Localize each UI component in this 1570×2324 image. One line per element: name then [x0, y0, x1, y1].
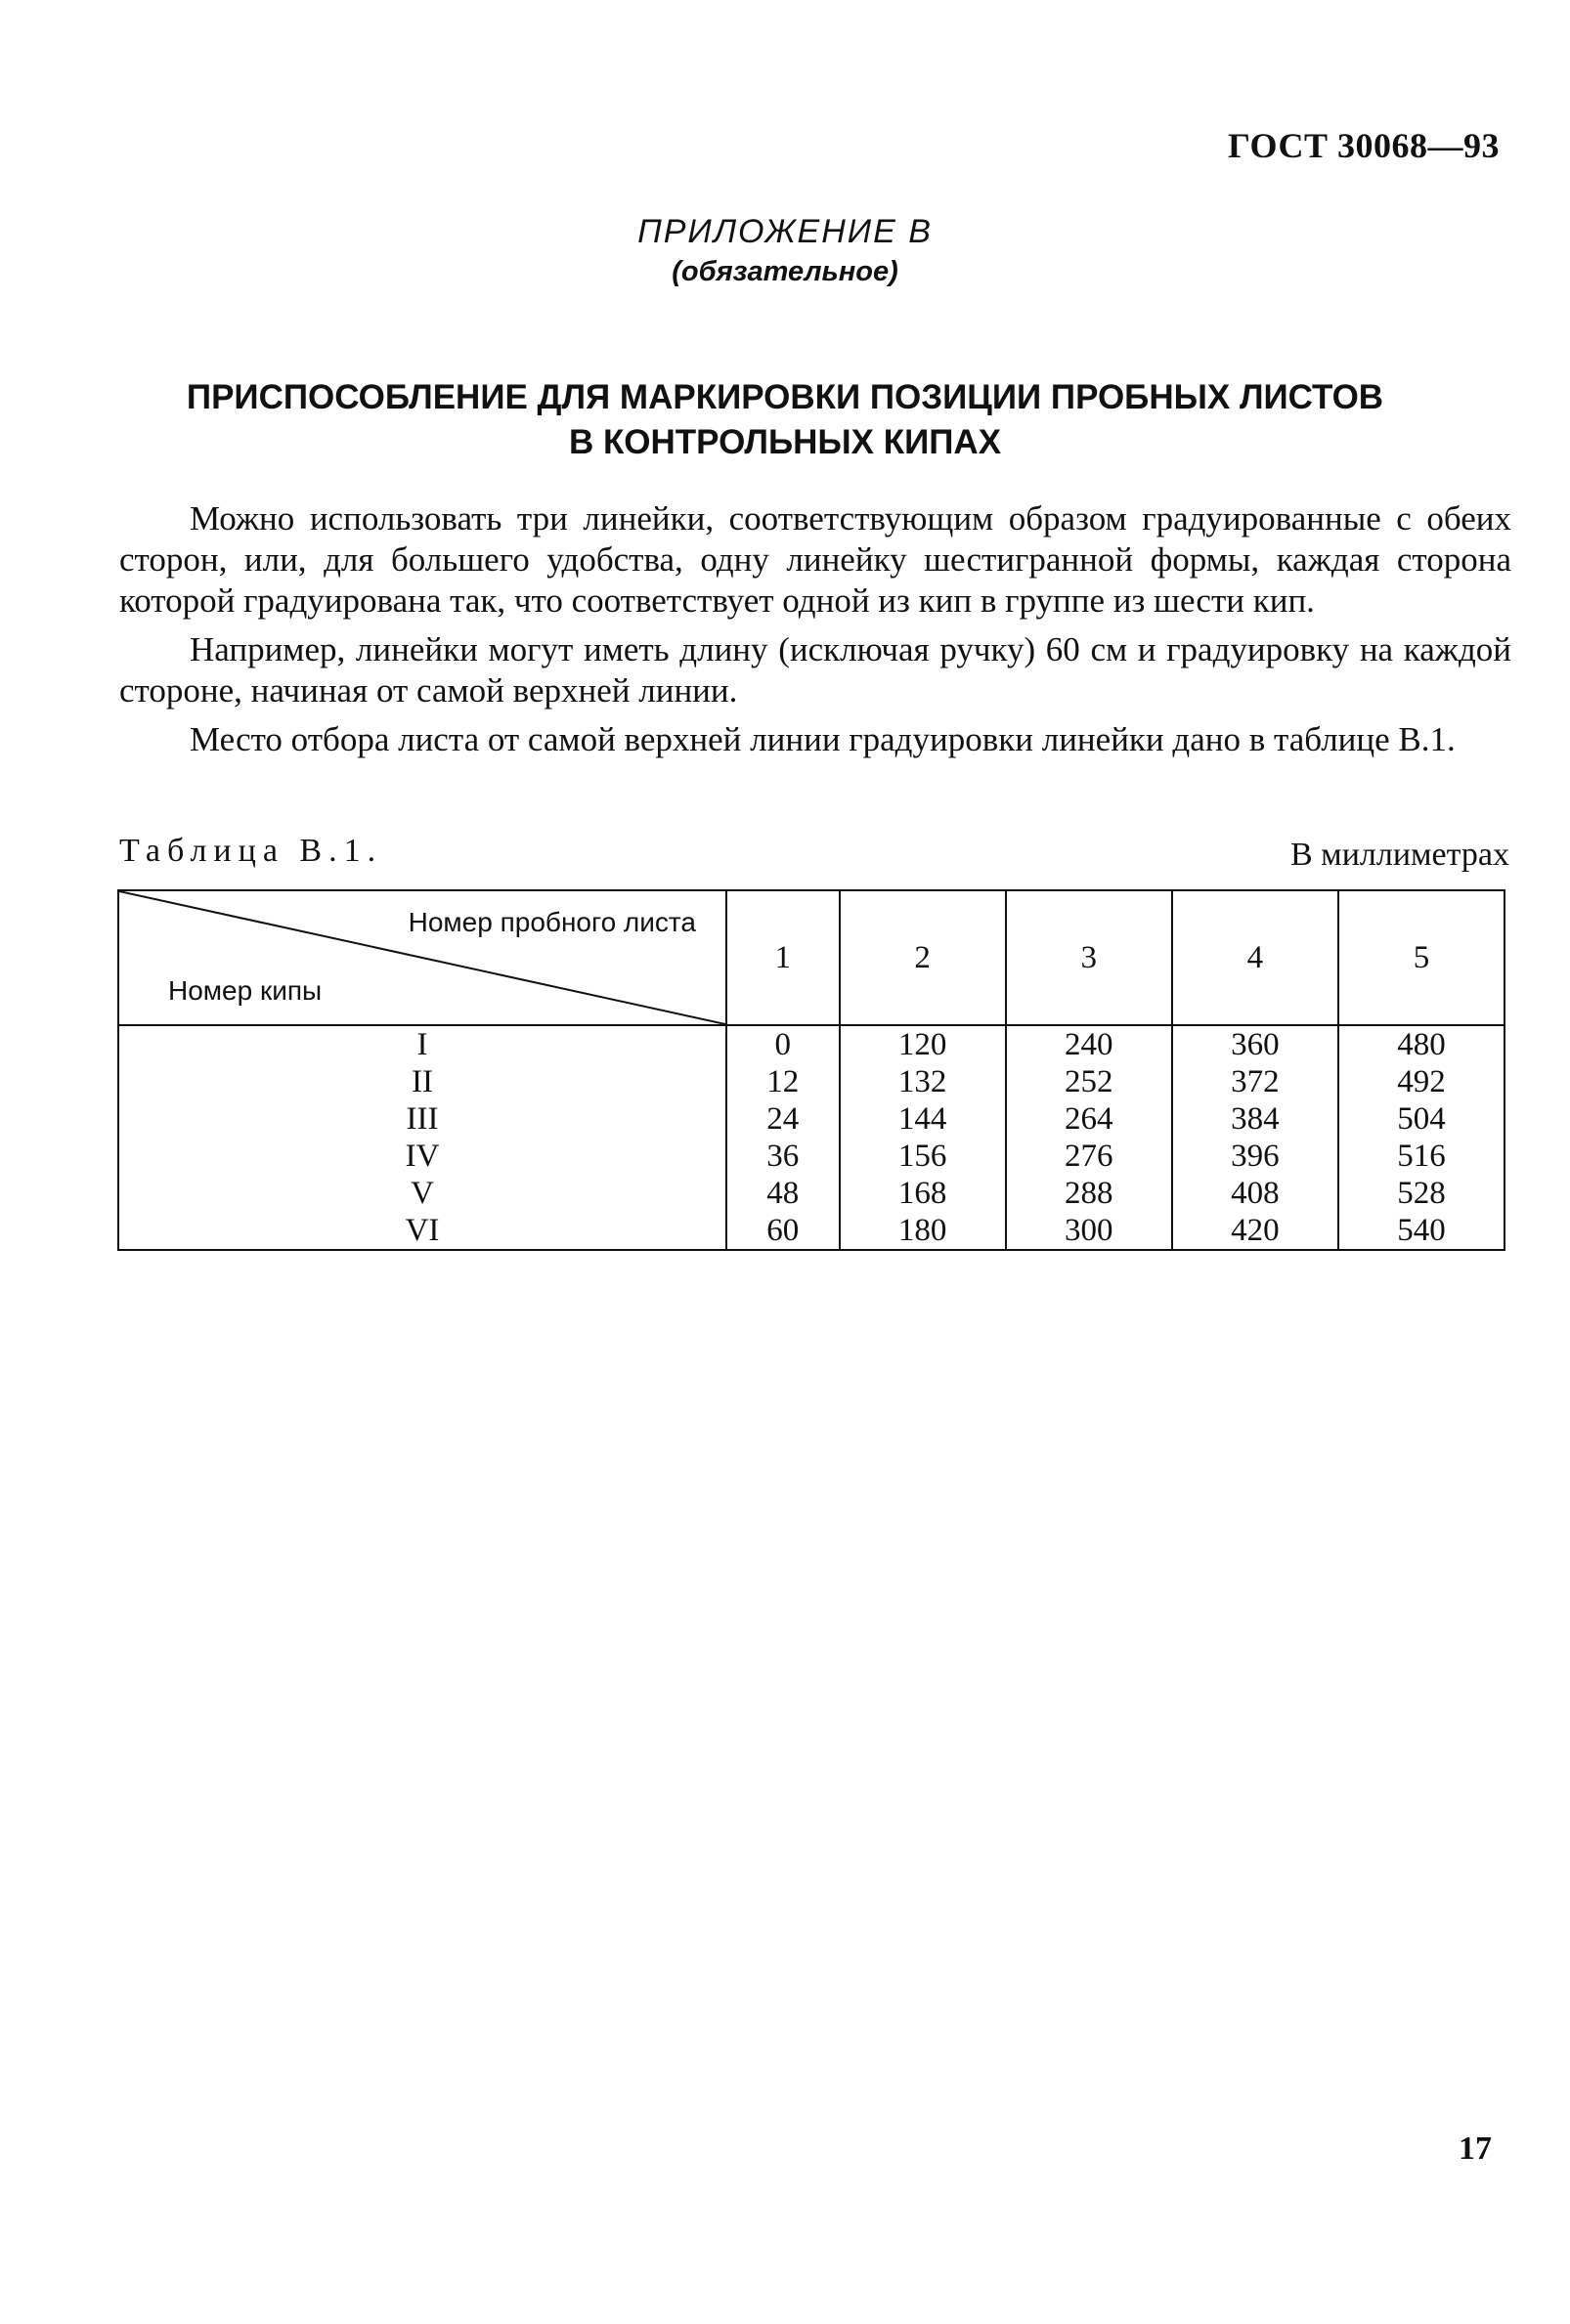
document-code: ГОСТ 30068—93 — [1228, 126, 1500, 165]
table-cell: 516 — [1338, 1138, 1505, 1175]
table-row — [118, 1063, 1505, 1100]
table-cell: 12 — [726, 1063, 840, 1100]
body-text — [119, 498, 1511, 768]
column-header: 3 — [1006, 890, 1172, 1025]
table-cell: 180 — [840, 1212, 1006, 1250]
table-cell: 156 — [840, 1138, 1006, 1175]
table-cell: 168 — [840, 1175, 1006, 1212]
table-cell: 384 — [1172, 1100, 1338, 1138]
column-axis-label: Номер пробного листа — [408, 907, 696, 937]
table-cell: 48 — [726, 1175, 840, 1212]
table-cell: 60 — [726, 1212, 840, 1250]
table-cell: 36 — [726, 1138, 840, 1175]
section-heading — [78, 375, 1492, 465]
row-axis-label: Номер кипы — [168, 975, 323, 1006]
table-cell: 0 — [726, 1025, 840, 1063]
table-cell: 300 — [1006, 1212, 1172, 1250]
data-table — [117, 889, 1505, 1251]
table-cell: 396 — [1172, 1138, 1338, 1175]
table-cell: 372 — [1172, 1063, 1338, 1100]
row-label: VI — [118, 1212, 726, 1250]
table-cell: 240 — [1006, 1025, 1172, 1063]
section-heading-line1: ПРИСПОСОБЛЕНИЕ ДЛЯ МАРКИРОВКИ ПОЗИЦИИ ПРОБНЫХ ЛИСТОВ — [186, 378, 1384, 416]
table-cell: 408 — [1172, 1175, 1338, 1212]
paragraph-1: Можно использовать три линейки, соответствующим образом градуированные с обеих сторон, или, для большего удобства, одну линейку шестигранной формы, каждая сторона которой градуирована так, что соответствует одной из кип в группе из шести кип. — [119, 499, 1511, 620]
table-unit: В миллиметрах — [1290, 837, 1509, 873]
column-header: 2 — [840, 890, 1006, 1025]
table-header-row — [118, 890, 1505, 1025]
table-row — [118, 1025, 1505, 1063]
table-cell: 540 — [1338, 1212, 1505, 1250]
table-cell: 144 — [840, 1100, 1006, 1138]
table-cell: 480 — [1338, 1025, 1505, 1063]
row-label: V — [118, 1175, 726, 1212]
table-cell: 252 — [1006, 1063, 1172, 1100]
row-label: IV — [118, 1138, 726, 1175]
table-cell: 288 — [1006, 1175, 1172, 1212]
appendix-note: (обязательное) — [672, 256, 898, 287]
appendix-title: ПРИЛОЖЕНИЕ В — [637, 213, 933, 250]
column-header: 5 — [1338, 890, 1505, 1025]
paragraph-3: Место отбора листа от самой верхней линии градуировки линейки дано в таблице В.1. — [190, 720, 1456, 758]
table-row — [118, 1175, 1505, 1212]
table-cell: 504 — [1338, 1100, 1505, 1138]
row-label: I — [118, 1025, 726, 1063]
column-header: 4 — [1172, 890, 1338, 1025]
row-label: II — [118, 1063, 726, 1100]
section-heading-line2: В КОНТРОЛЬНЫХ КИПАХ — [568, 423, 1002, 461]
page-number: 17 — [1459, 2130, 1492, 2167]
table-row — [118, 1138, 1505, 1175]
table-row — [118, 1212, 1505, 1250]
column-header: 1 — [726, 890, 840, 1025]
table-cell: 528 — [1338, 1175, 1505, 1212]
table-cell: 492 — [1338, 1063, 1505, 1100]
table-cell: 276 — [1006, 1138, 1172, 1175]
table-cell: 420 — [1172, 1212, 1338, 1250]
table-cell: 264 — [1006, 1100, 1172, 1138]
row-label: III — [118, 1100, 726, 1138]
table-row — [118, 1100, 1505, 1138]
table-caption: Таблица В.1. — [119, 833, 383, 869]
table-cell: 24 — [726, 1100, 840, 1138]
table-cell: 132 — [840, 1063, 1006, 1100]
table-corner-cell — [118, 890, 726, 1025]
paragraph-2: Например, линейки могут иметь длину (исключая ручку) 60 см и градуировку на каждой стороне, начиная от самой верхней линии. — [119, 630, 1511, 710]
table-cell: 360 — [1172, 1025, 1338, 1063]
table-cell: 120 — [840, 1025, 1006, 1063]
